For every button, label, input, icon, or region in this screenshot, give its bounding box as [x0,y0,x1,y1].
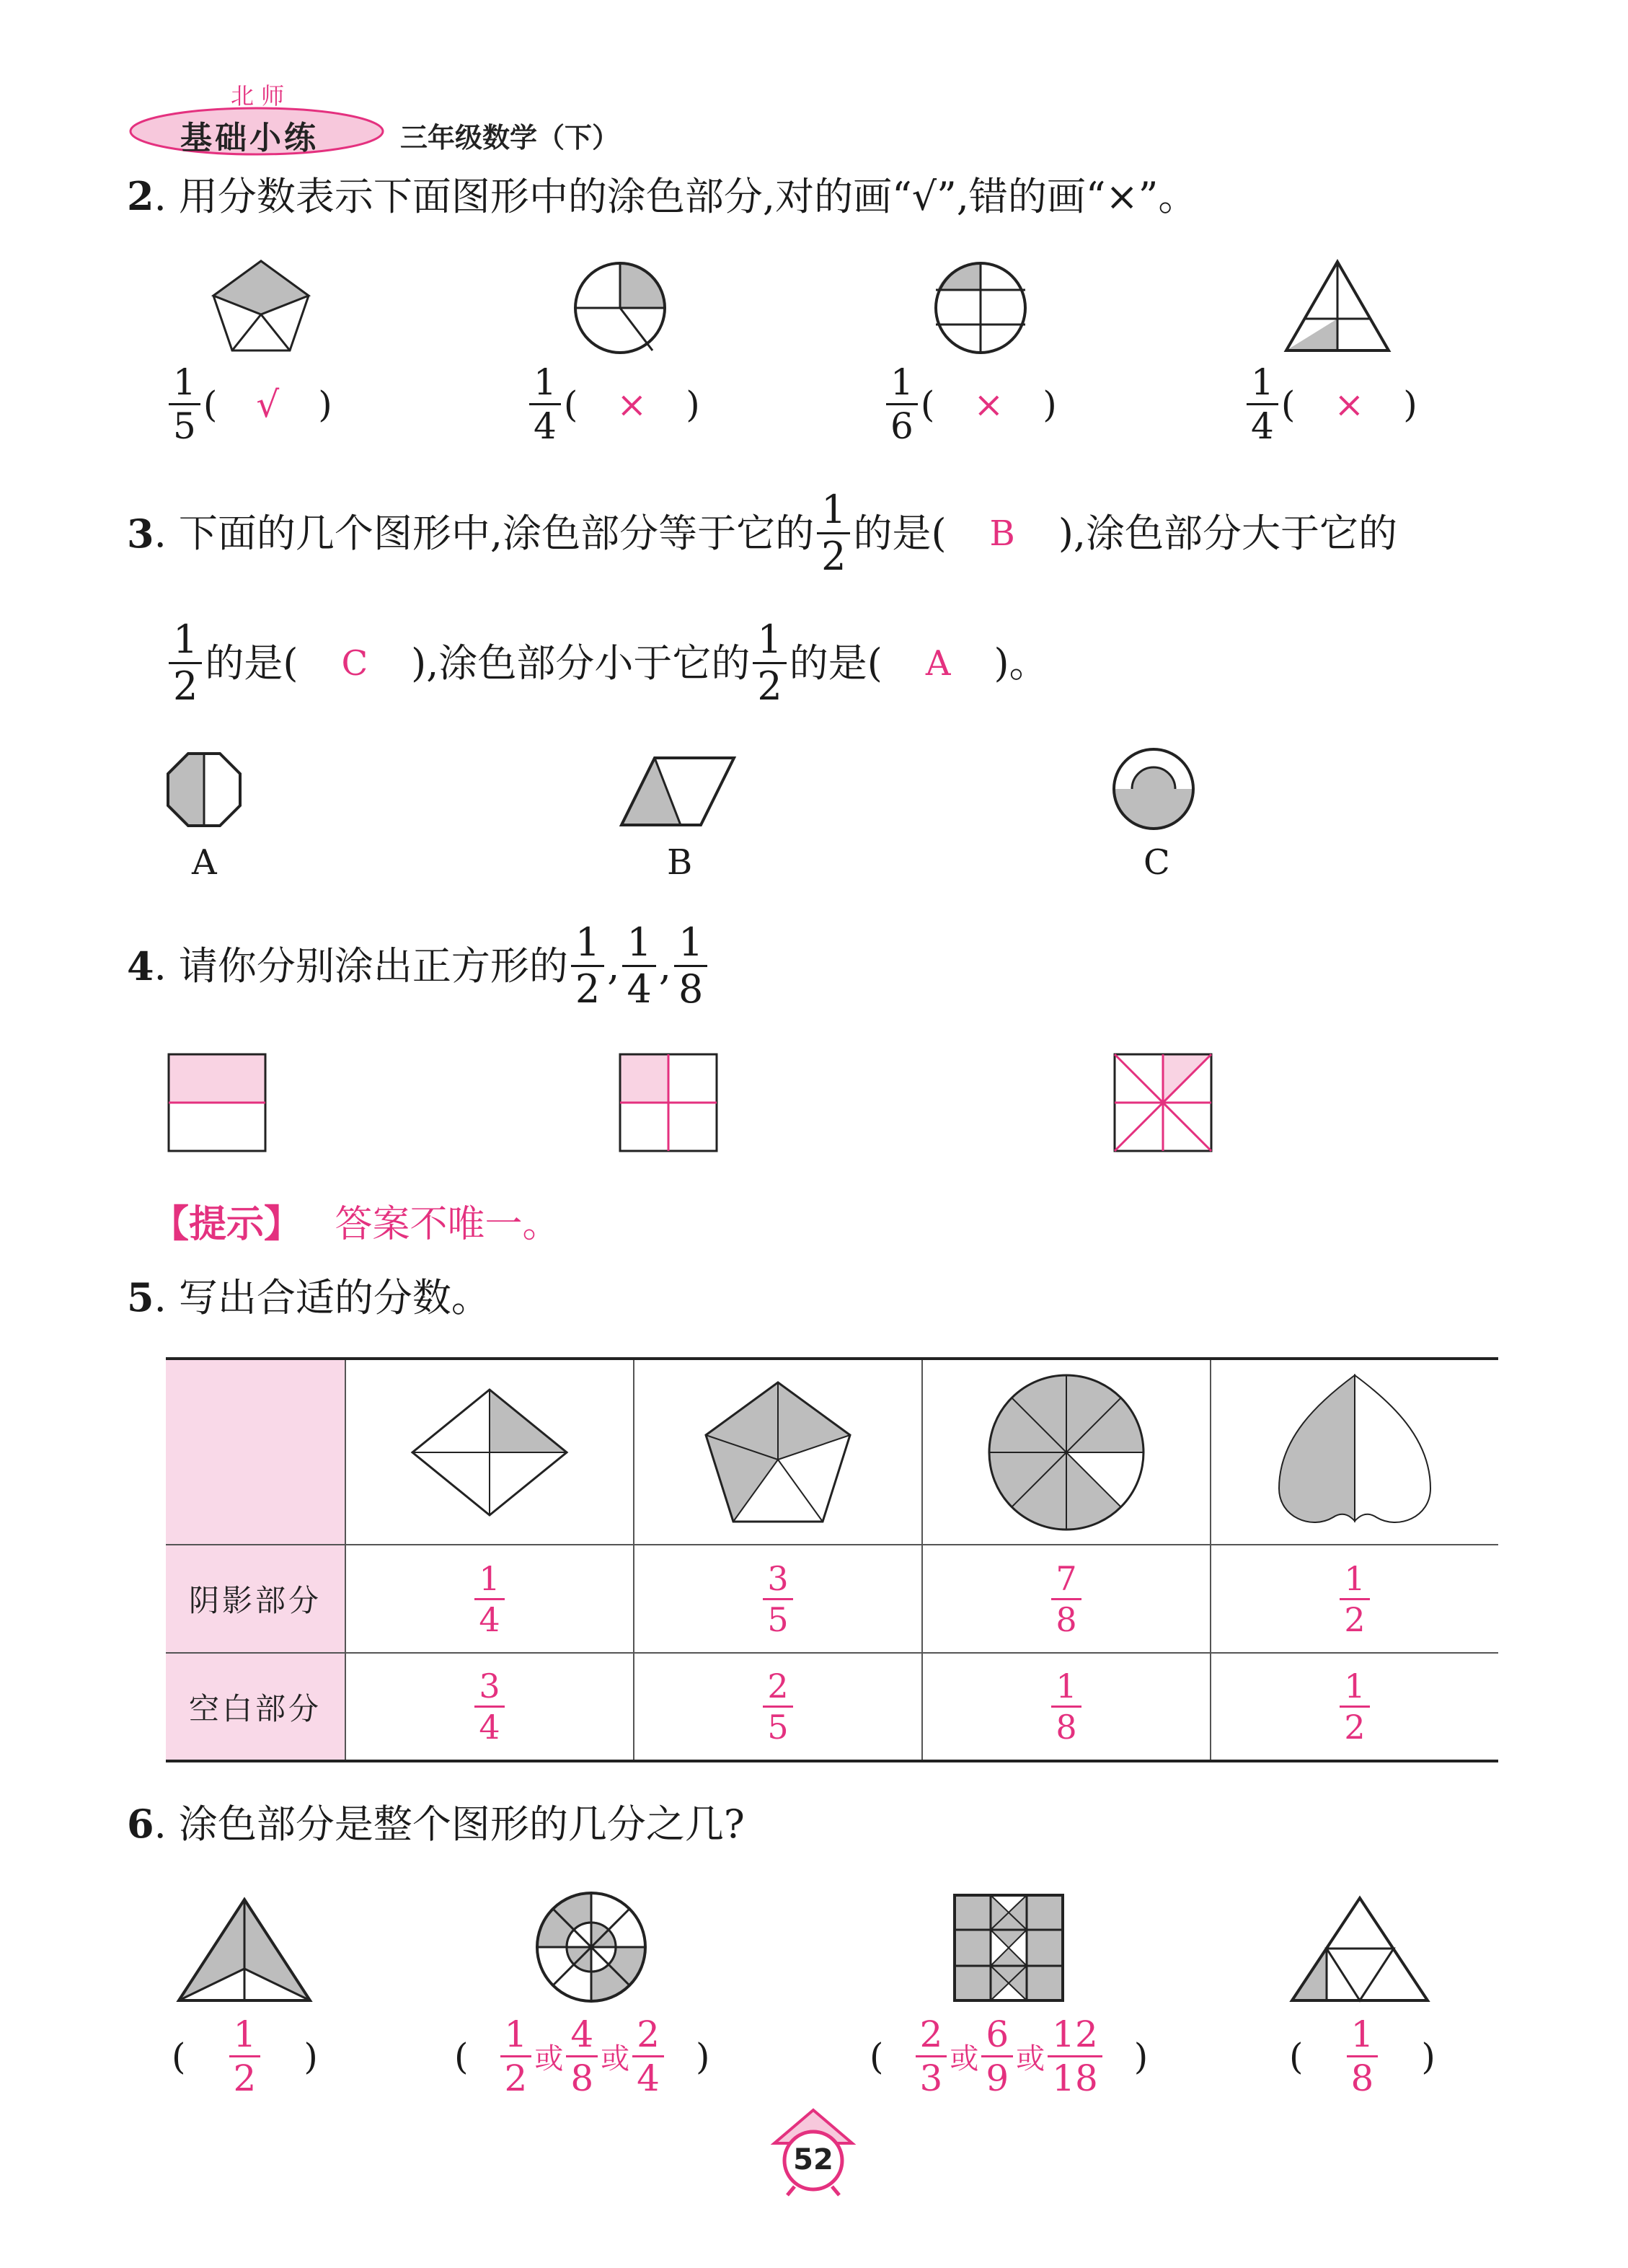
fraction: $\frac{2}{3}$ [916,2016,947,2096]
q5-table [166,1357,1498,1762]
q6-text: 涂色部分是整个图形的几分之几? [178,1801,745,1847]
q3-prompt-line1: 3 . 下面的几个图形中,涂色部分等于它的 $\frac{1}{2}$ 的是( B ),涂色部分大于它的 [127,487,1398,579]
fraction-half: $\frac{1}{2}$ [817,490,850,576]
q3-label-c: C [1143,842,1170,883]
q4-square-eighth [1113,1053,1213,1152]
q4-prompt: 4 . 请你分别涂出正方形的 $\frac{1}{2}$ , $\frac{1}{4}$ , $\frac{1}{8}$ [127,923,710,1009]
q6-triangle [176,1897,313,2003]
table-cell: $\frac{3}{5}$ [634,1545,922,1653]
separator: , [658,943,671,989]
header [123,72,642,159]
q4-number: 4 [127,943,154,989]
fraction: $\frac{6}{9}$ [981,2016,1013,2096]
q5-heart [1275,1373,1434,1532]
q3-label-b: B [667,842,693,883]
q3-label-a: A [192,842,217,883]
cross-mark: × [1334,383,1365,425]
q5-text: 写出合适的分数。 [178,1275,490,1320]
q6-number: 6 [127,1801,154,1847]
fraction: $\frac{1}{2}$ [571,923,604,1009]
shape-cell [634,1359,922,1545]
q3-text: 的是( [789,640,882,686]
q3-prompt-line2 [166,617,1048,709]
table-cell: $\frac{3}{4}$ [345,1653,634,1761]
q5-diamond [410,1387,569,1517]
q2-text: 用分数表示下面图形中的涂色部分,对的画“√”,错的画“×”。 [178,174,1198,219]
hint-text: 答案不唯一。 [335,1203,560,1246]
shape-cell [922,1359,1211,1545]
brand-main: 基础小练 [180,120,319,156]
fraction: $\frac{1}{4}$ [622,923,655,1009]
q4-text: 请你分别涂出正方形的 [178,943,568,989]
hint [151,1193,560,1248]
q2-answer-1: $\frac{1}{5}$ ( √ ) [166,364,332,444]
q2-number: 2 [127,173,154,219]
or-text: 或 [534,2042,564,2075]
q3-text: ),涂色部分小于它的 [411,640,751,686]
q6-square-grid [953,1894,1064,2002]
q3-answer-less: A [925,643,951,684]
q4-square-quarter [619,1053,718,1152]
q2-prompt: 2. 用分数表示下面图形中的涂色部分,对的画“√”,错的画“×”。 [127,173,1198,219]
fraction: $\frac{1}{2}$ [500,2016,532,2096]
or-text: 或 [1016,2042,1045,2075]
fraction: $\frac{1}{4}$ [1247,364,1278,444]
fraction: $\frac{4}{8}$ [566,2016,598,2096]
or-text: 或 [601,2042,630,2075]
corner-cell [166,1359,345,1545]
q6-answer-4: ( $\frac{1}{8}$ ) [1289,2013,1435,2099]
cross-mark: × [973,383,1004,425]
q2-triangle [1283,260,1392,353]
q6-prompt: 6. 涂色部分是整个图形的几分之几? [127,1801,745,1847]
fraction: $\frac{2}{4}$ [632,2016,664,2096]
check-mark: √ [256,383,280,425]
q2-pentagon [211,260,311,353]
q5-number: 5 [127,1274,154,1320]
q2-answer-4: $\frac{1}{4}$ ( × ) [1244,364,1417,444]
fraction: $\frac{1}{5}$ [169,364,200,444]
brand-top: 北 师 [231,82,285,110]
q2-answer-3: $\frac{1}{6}$ ( × ) [883,364,1057,444]
row-label: 阴影部分 [166,1545,345,1653]
table-cell: $\frac{1}{2}$ [1211,1545,1498,1653]
q3-text: 的是( [205,640,298,686]
q2-circle-quarter [573,261,667,355]
shape-cell [1211,1359,1498,1545]
book-title: 三年级数学（下） [400,122,620,154]
q3-octagon-a [166,751,242,828]
fraction-half: $\frac{1}{2}$ [753,620,786,706]
table-cell: $\frac{2}{5}$ [634,1653,922,1761]
page-number-badge [770,2106,857,2199]
q3-text: 的是( [853,510,947,556]
row-label: 空白部分 [166,1653,345,1761]
q6-triangle-nested [1289,1895,1430,2003]
fraction: $\frac{1}{6}$ [886,364,918,444]
q6-answer-2: ( $\frac{1}{2}$ 或 $\frac{4}{8}$ 或 $\frac{2}{4}$ ) [454,2013,710,2099]
table-row [166,1359,1498,1545]
separator: , [607,943,620,989]
fraction: $\frac{1}{8}$ [1347,2016,1379,2096]
q5-circle-eighths [987,1373,1146,1532]
q3-number: 3 [127,510,154,557]
q3-ring-c [1112,747,1195,831]
q5-prompt: 5. 写出合适的分数。 [127,1274,490,1320]
hint-label: 【提示】 [151,1203,302,1246]
fraction: $\frac{12}{18}$ [1048,2016,1102,2096]
q6-answer-1: ( $\frac{1}{2}$ ) [172,2013,318,2099]
table-row [166,1653,1498,1761]
q3-parallelogram-b [619,756,737,828]
fraction: $\frac{1}{8}$ [674,923,707,1009]
fraction: $\frac{1}{4}$ [529,364,561,444]
q3-answer-greater: C [341,643,368,684]
q3-text: )。 [994,640,1048,686]
q5-pentagon [702,1380,854,1524]
q3-text: ),涂色部分大于它的 [1058,510,1398,556]
q4-square-half [167,1053,267,1152]
table-cell: $\frac{1}{4}$ [345,1545,634,1653]
table-cell: $\frac{1}{8}$ [922,1653,1211,1761]
table-row [166,1545,1498,1653]
fraction: $\frac{1}{2}$ [229,2016,261,2096]
table-cell: $\frac{1}{2}$ [1211,1653,1498,1761]
or-text: 或 [950,2042,979,2075]
q2-answer-2: $\frac{1}{4}$ ( × ) [526,364,700,444]
cross-mark: × [616,383,647,425]
q3-answer-equal: B [989,513,1015,554]
table-cell: $\frac{7}{8}$ [922,1545,1211,1653]
q3-text: 下面的几个图形中,涂色部分等于它的 [178,510,815,556]
q6-circle-rings [535,1891,647,2003]
fraction-half: $\frac{1}{2}$ [169,620,202,706]
page-number: 52 [793,2143,833,2176]
q6-answer-3: ( $\frac{2}{3}$ 或 $\frac{6}{9}$ 或 $\frac{12}{18}$ ) [870,2013,1149,2099]
shape-cell [345,1359,634,1545]
q2-circle-sixth [934,261,1027,355]
